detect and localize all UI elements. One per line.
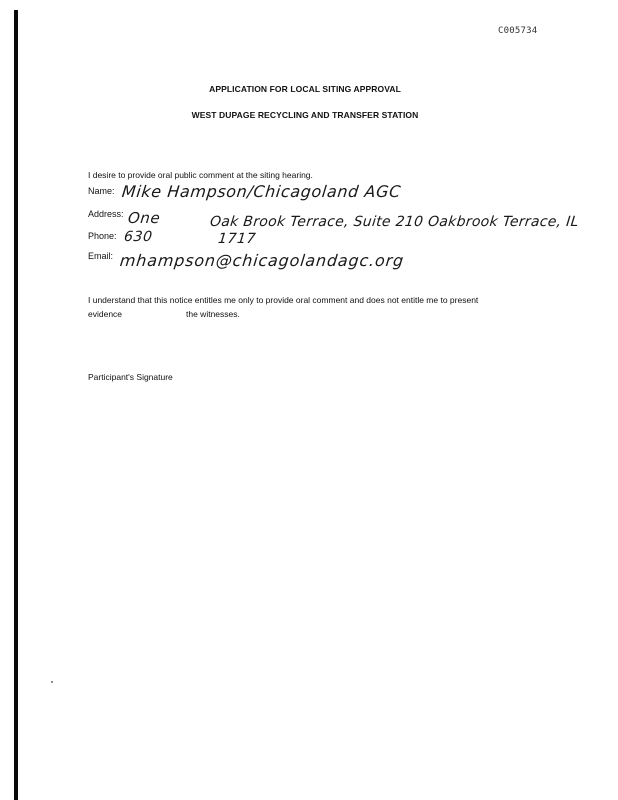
email-label: Email: bbox=[88, 251, 114, 261]
document-title: APPLICATION FOR LOCAL SITING APPROVAL bbox=[209, 84, 401, 94]
name-value: Mike Hampson/Chicagoland AGC bbox=[121, 182, 402, 201]
email-value: mhampson@chicagolandagc.org bbox=[119, 251, 405, 270]
scan-speck bbox=[51, 681, 53, 683]
statement-line-2-end: the witnesses. bbox=[186, 309, 240, 319]
document-id: C005734 bbox=[498, 26, 538, 36]
name-label: Name: bbox=[88, 186, 115, 196]
statement-line-2-start: evidence bbox=[88, 309, 123, 319]
address-value-rest: Oak Brook Terrace, Suite 210 Oakbrook Terrace, IL bbox=[209, 214, 580, 230]
scan-edge-bar bbox=[14, 10, 18, 800]
signature-label: Participant's Signature bbox=[88, 372, 173, 382]
phone-area-code: 630 bbox=[123, 229, 154, 245]
address-value-start: One bbox=[127, 209, 162, 227]
address-label: Address: bbox=[88, 209, 124, 219]
intro-statement: I desire to provide oral public comment at the siting hearing. bbox=[88, 170, 313, 180]
statement-line-1: I understand that this notice entitles me only to provide oral comment and does not entitle me to present bbox=[88, 295, 479, 305]
phone-number-suffix: 1717 bbox=[217, 231, 257, 247]
phone-label: Phone: bbox=[88, 231, 117, 241]
document-subtitle: WEST DUPAGE RECYCLING AND TRANSFER STATION bbox=[191, 110, 419, 120]
